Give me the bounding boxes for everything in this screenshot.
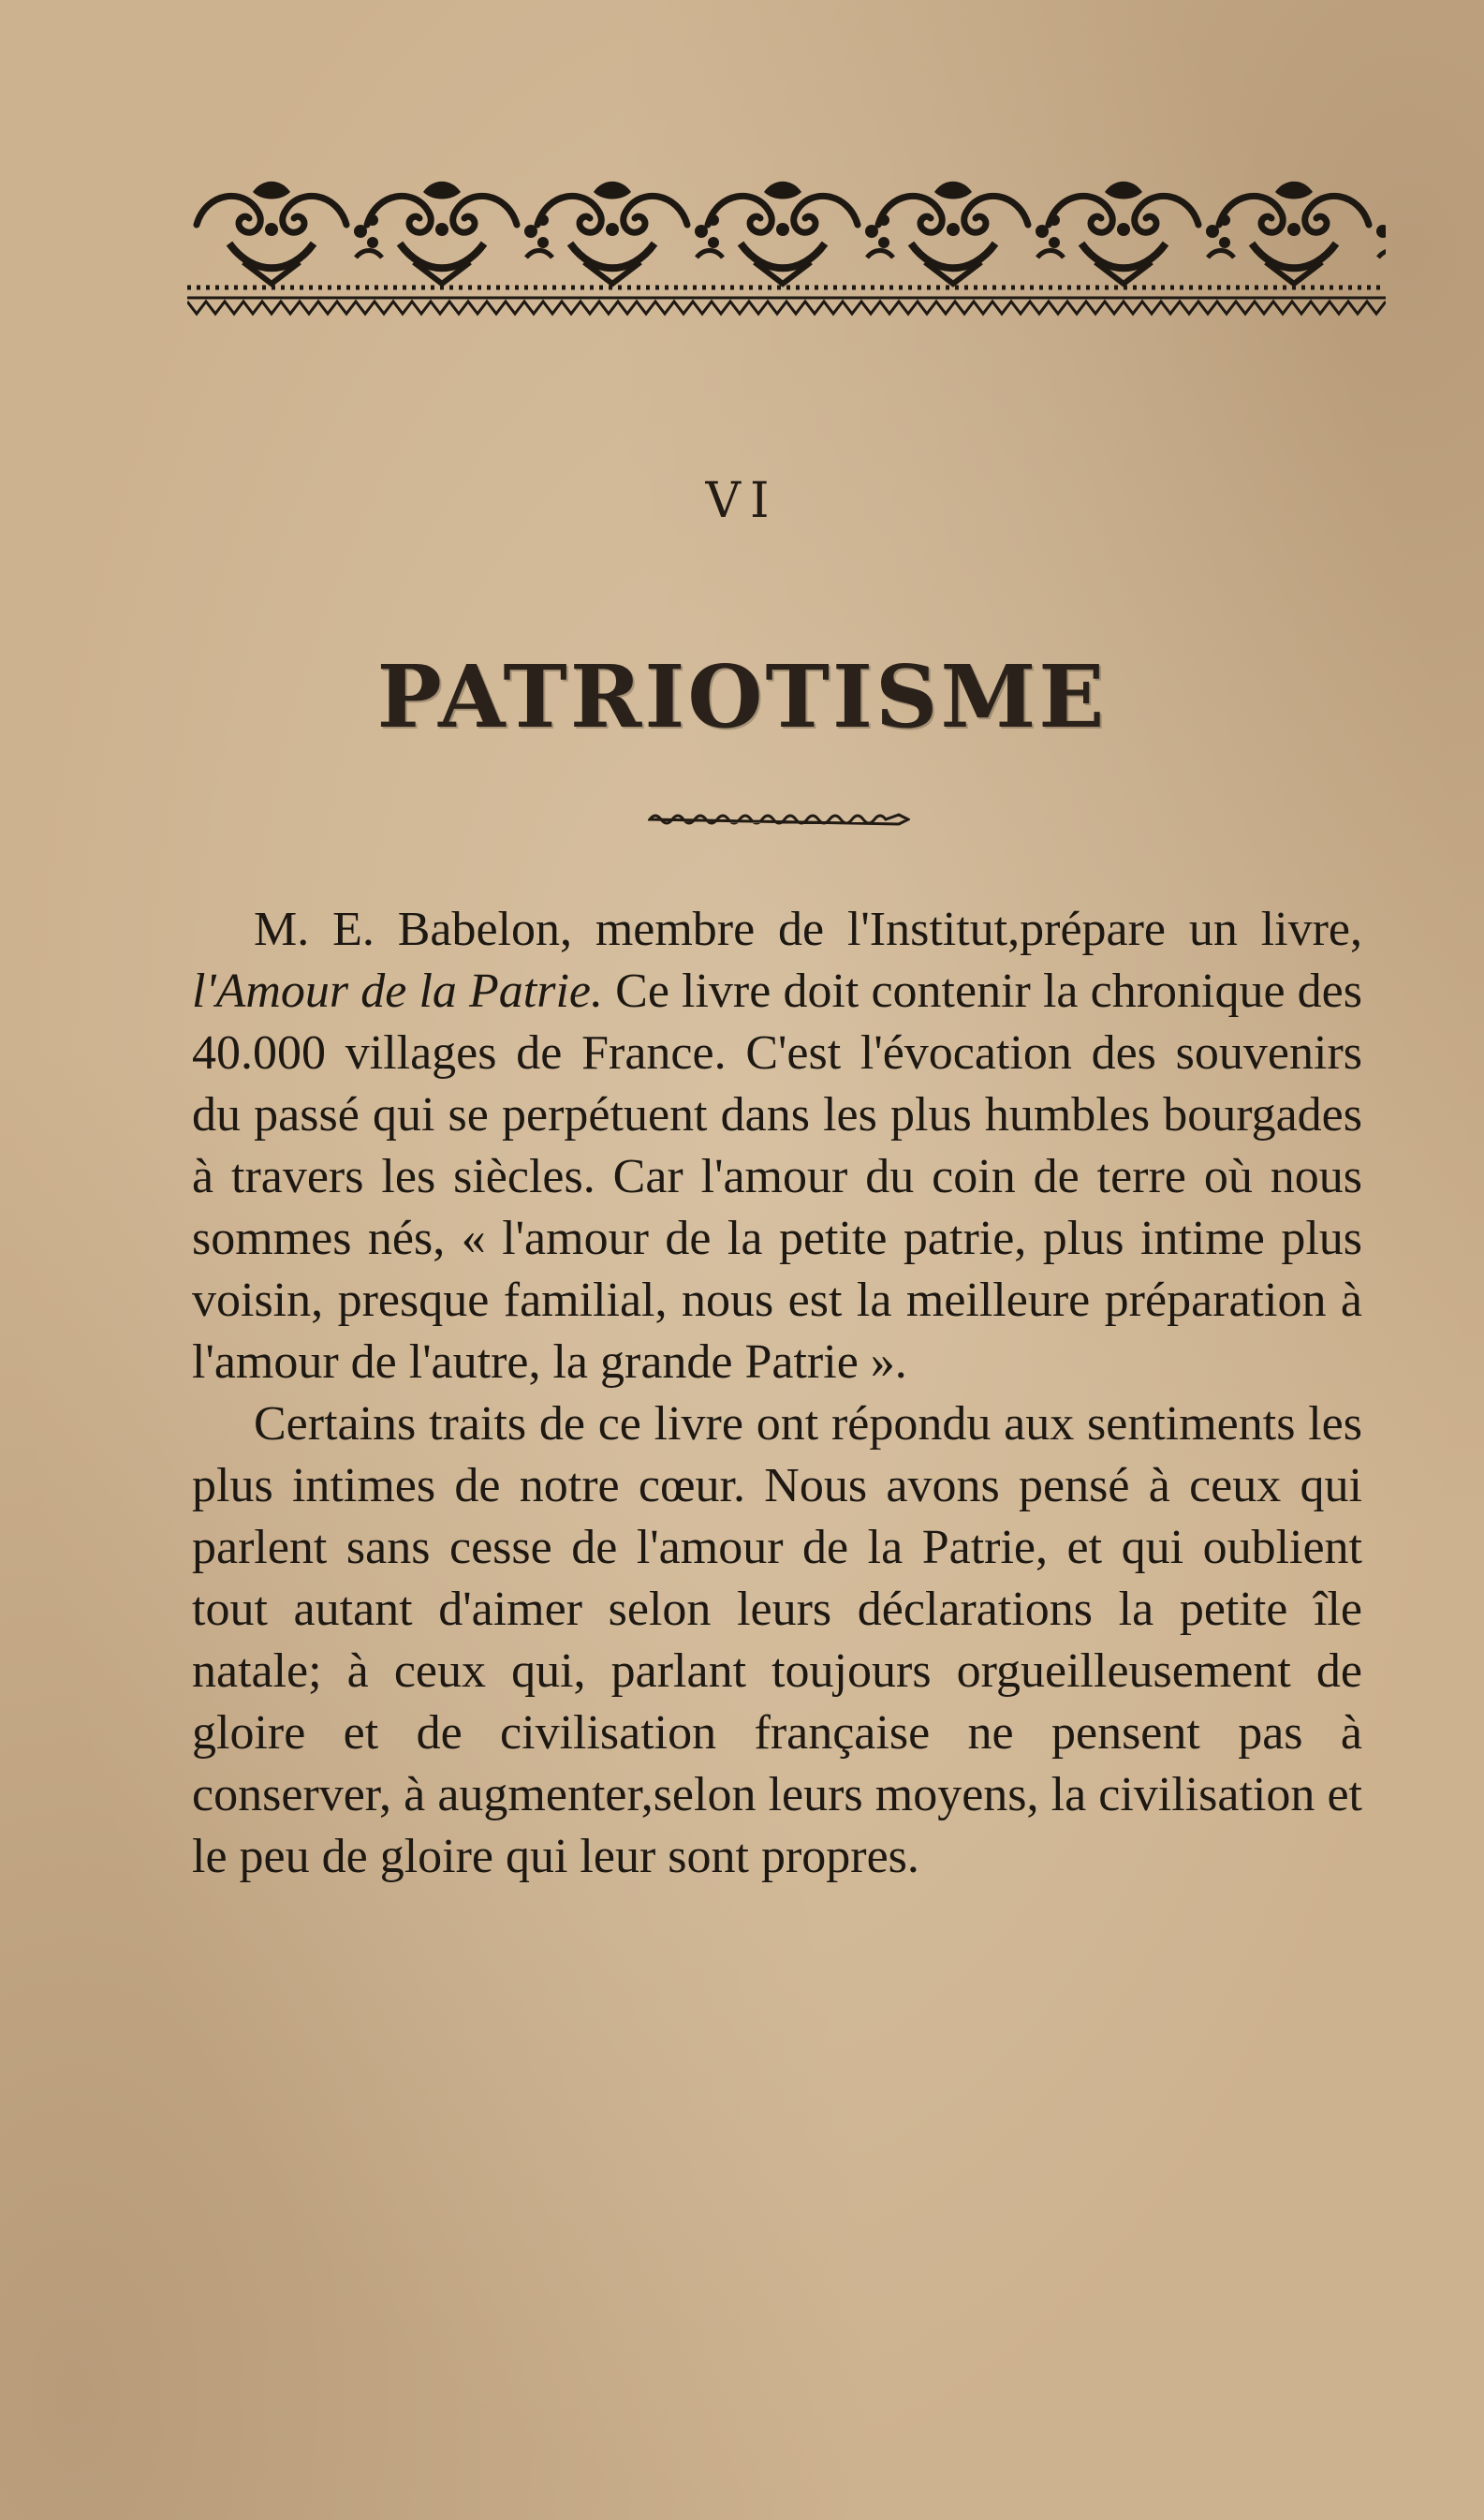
book-title: l'Amour de la Patrie.: [192, 965, 604, 1018]
paragraph-text-end: Ce livre doit contenir la chronique des 40.000 villages de France. C'est l'évocation des souvenirs du passé qui se perpétuent dans les plus humbles bourgades à travers les siècles. Car l'amour du coin de terre où nous sommes nés, « l'amour de la petite patrie, plus intime plus voisin, presque familial, nous est la meilleure préparation à l'amour de l'autre, la grande Patrie ».: [192, 965, 1363, 1389]
paragraph: [192, 899, 1362, 1393]
chapter-title: PATRIOTISME: [376, 646, 1108, 747]
paragraph: Certains traits de ce livre ont répondu aux sentiments les plus intimes de notre cœur. Nous avons pensé à ceux qui parlent sans cesse de l'amour de la Patrie, et qui oublient tout autant d'aimer selon leurs déclarations la petite île natale; à ceux qui, parlant toujours orgueilleusement de gloire et de civilisation française ne pensent pas à conserver, à augmenter,selon leurs moyens, la civilisation et le peu de gloire qui leur sont propres.: [192, 1397, 1362, 1883]
wavy-rule-icon: [648, 807, 910, 832]
chapter-number: VI: [705, 473, 779, 529]
ornamental-band-icon: [187, 173, 1386, 323]
chapter-body: [192, 899, 1362, 1888]
paragraph-text-start: M. E. Babelon, membre de l'Institut,prépare un livre,: [254, 903, 1362, 956]
